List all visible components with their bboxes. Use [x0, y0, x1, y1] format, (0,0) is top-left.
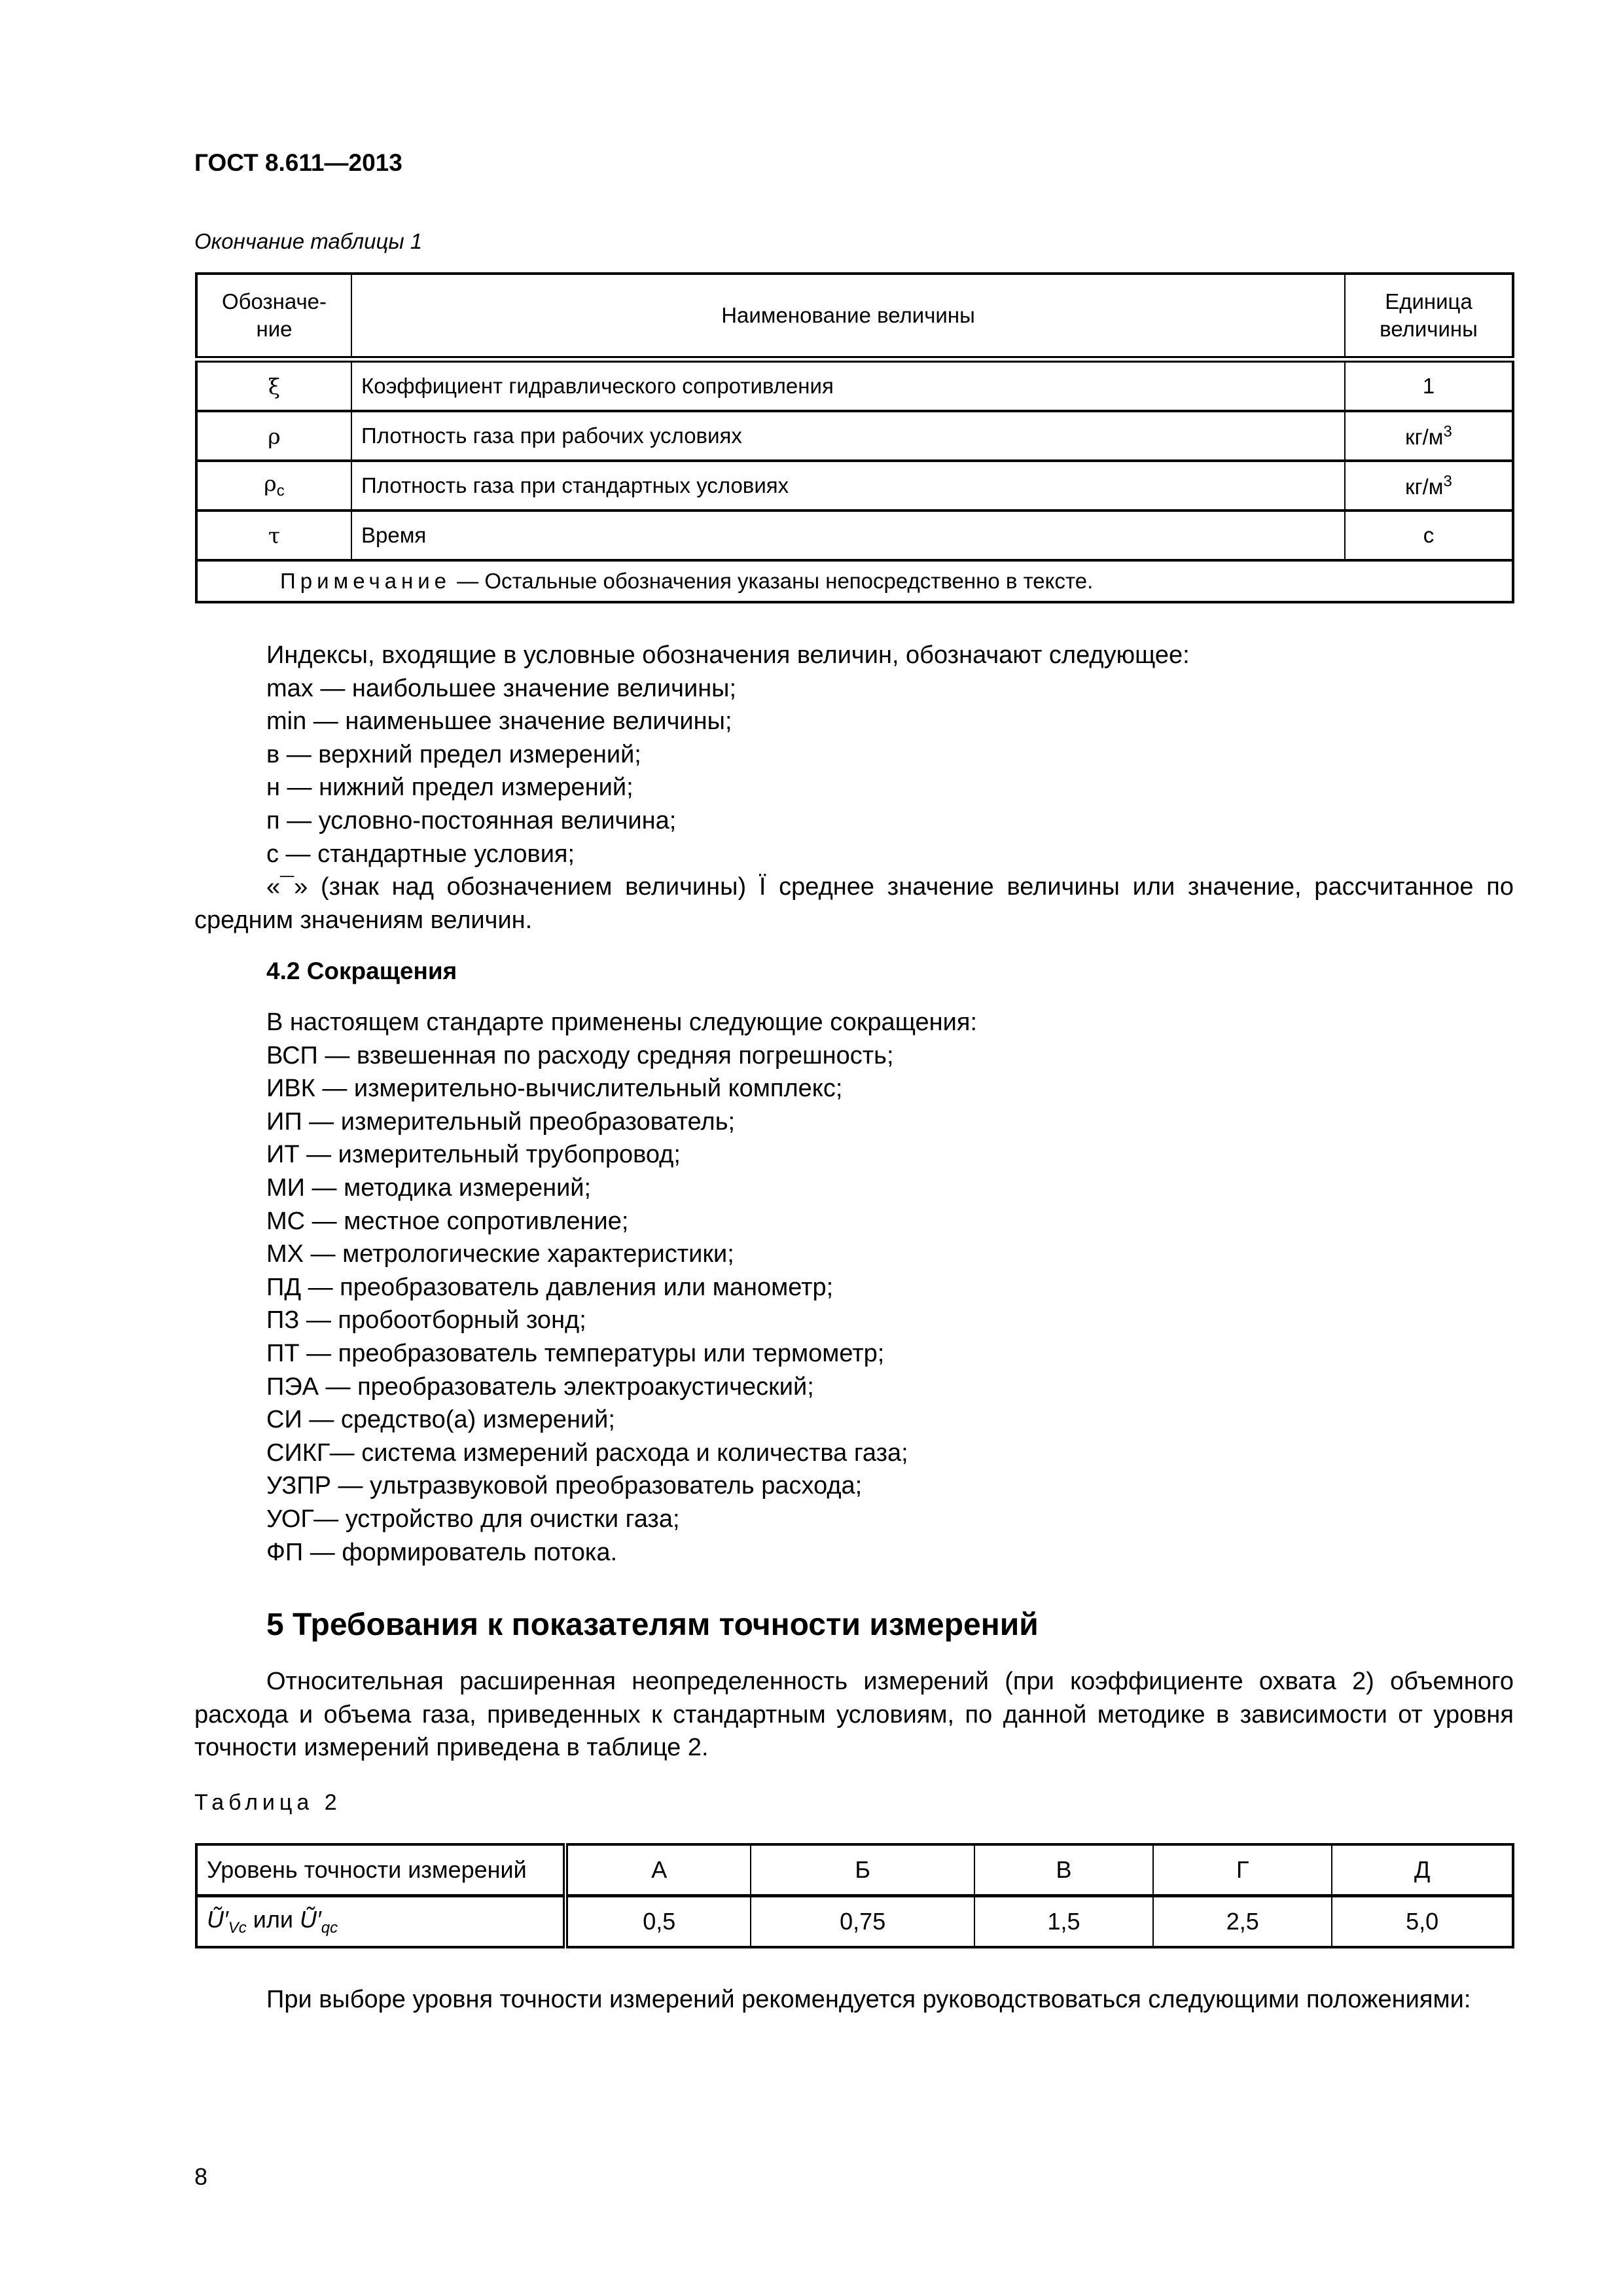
or-text: или: [246, 1905, 300, 1933]
table1-header-name: Наименование величины: [351, 274, 1345, 359]
value-cell: 0,75: [751, 1896, 974, 1948]
document-header: ГОСТ 8.611—2013: [194, 149, 402, 176]
level-cell: Б: [751, 1844, 974, 1896]
symbol-subscript: Vc: [228, 1919, 247, 1937]
list-item: ПЗ — пробоотборный зонд;: [266, 1306, 586, 1335]
uncertainty-symbol: Ũ′: [207, 1905, 228, 1933]
indices-section: [194, 639, 1514, 937]
table-row: [196, 359, 1513, 411]
list-item: ФП — формирователь потока.: [266, 1538, 618, 1566]
value-cell: 1,5: [974, 1896, 1153, 1948]
table1-header-unit: Единица величины: [1345, 274, 1513, 359]
quantity-name: Коэффициент гидравлического сопротивления: [351, 359, 1345, 411]
list-item: «¯» (знак над обозначением величины) Ï среднее значение величины или значение, рассчитанное по средним значениям величин.: [194, 873, 1514, 934]
quantity-name: Время: [351, 511, 1345, 560]
note-label: Примечание: [280, 569, 452, 593]
quantity-name: Плотность газа при стандартных условиях: [351, 461, 1345, 511]
level-cell: Д: [1332, 1844, 1513, 1896]
list-item: н — нижний предел измерений;: [266, 774, 633, 802]
value-cell: 2,5: [1153, 1896, 1332, 1948]
unit: кг/м: [1405, 474, 1444, 499]
value-cell: 0,5: [565, 1896, 751, 1948]
list-item: в — верхний предел измерений;: [266, 740, 641, 768]
level-cell: А: [565, 1844, 751, 1896]
table-row: [196, 1844, 1513, 1896]
table-row: [196, 411, 1513, 461]
value-cell: 5,0: [1332, 1896, 1513, 1948]
table1-header-symbol: Обозначе-ние: [196, 274, 351, 359]
abbrev-intro: В настоящем стандарте применены следующие сокращения:: [266, 1009, 978, 1036]
symbol-subscript: c: [276, 482, 285, 500]
list-item: МС — местное сопротивление;: [266, 1207, 629, 1235]
list-item: СИКГ— система измерений расхода и количества газа;: [266, 1439, 908, 1467]
quantity-name: Плотность газа при рабочих условиях: [351, 411, 1345, 461]
note-text: — Остальные обозначения указаны непосредственно в тексте.: [451, 569, 1094, 593]
level-cell: В: [974, 1844, 1153, 1896]
unit: кг/м: [1405, 424, 1444, 449]
table2-caption: Таблица 2: [194, 1790, 342, 1815]
symbol: ξ: [268, 373, 281, 399]
page-number: 8: [194, 2163, 208, 2190]
unit-exponent: 3: [1443, 422, 1452, 440]
abbreviations-section: [194, 1006, 1514, 1569]
list-item: ИТ — измерительный трубопровод;: [266, 1141, 681, 1169]
list-item: ПД — преобразователь давления или манометр;: [266, 1273, 834, 1301]
level-cell: Г: [1153, 1844, 1332, 1896]
closing-paragraph: При выборе уровня точности измерений рекомендуется руководствоваться следующими положениями:: [266, 1986, 1471, 2013]
table1: [195, 272, 1514, 603]
symbol: ρ: [264, 471, 277, 497]
list-item: ПТ — преобразователь температуры или термометр;: [266, 1339, 885, 1367]
unit: с: [1345, 511, 1513, 560]
table-note-row: [196, 560, 1513, 602]
symbol: τ: [268, 522, 281, 548]
unit: 1: [1345, 359, 1513, 411]
table2: [195, 1843, 1514, 1948]
list-item: УЗПР — ультразвуковой преобразователь расхода;: [266, 1472, 863, 1500]
list-item: max — наибольшее значение величины;: [266, 674, 737, 702]
row-label: [196, 1896, 565, 1948]
list-item: п — условно-постоянная величина;: [266, 806, 677, 834]
uncertainty-symbol: Ũ′: [300, 1905, 321, 1933]
table-row: [196, 511, 1513, 560]
section5-paragraph: Относительная расширенная неопределенность измерений (при коэффициенте охвата 2) объемного расхода и объема газа, приведенных к стандартным условиям, по данной методике в зависимости от уровня точности измерений приведена в таблице 2.: [194, 1668, 1514, 1762]
list-item: ИП — измерительный преобразователь;: [266, 1107, 736, 1136]
table-row: [196, 1896, 1513, 1948]
row-label: Уровень точности измерений: [196, 1844, 565, 1896]
unit-exponent: 3: [1443, 472, 1452, 490]
list-item: УОГ— устройство для очистки газа;: [266, 1505, 680, 1533]
table-row: [196, 461, 1513, 511]
list-item: ПЭА — преобразователь электроакустический;: [266, 1372, 814, 1401]
table1-caption: Окончание таблицы 1: [194, 229, 423, 253]
section-heading-4-2: 4.2 Сокращения: [266, 958, 457, 984]
list-item: ВСП — взвешенная по расходу средняя погрешность;: [266, 1041, 894, 1069]
section-heading-5: 5 Требования к показателям точности измерений: [266, 1607, 1039, 1642]
list-item: МХ — метрологические характеристики;: [266, 1240, 734, 1268]
symbol: ρ: [268, 423, 281, 449]
list-item: min — наименьшее значение величины;: [266, 708, 732, 736]
list-item: с — стандартные условия;: [266, 840, 575, 868]
indices-intro: Индексы, входящие в условные обозначения величин, обозначают следующее:: [266, 641, 1190, 669]
list-item: СИ — средство(а) измерений;: [266, 1406, 615, 1434]
list-item: ИВК — измерительно-вычислительный комплекс;: [266, 1075, 843, 1103]
symbol-subscript: qc: [321, 1919, 338, 1937]
list-item: МИ — методика измерений;: [266, 1174, 592, 1202]
